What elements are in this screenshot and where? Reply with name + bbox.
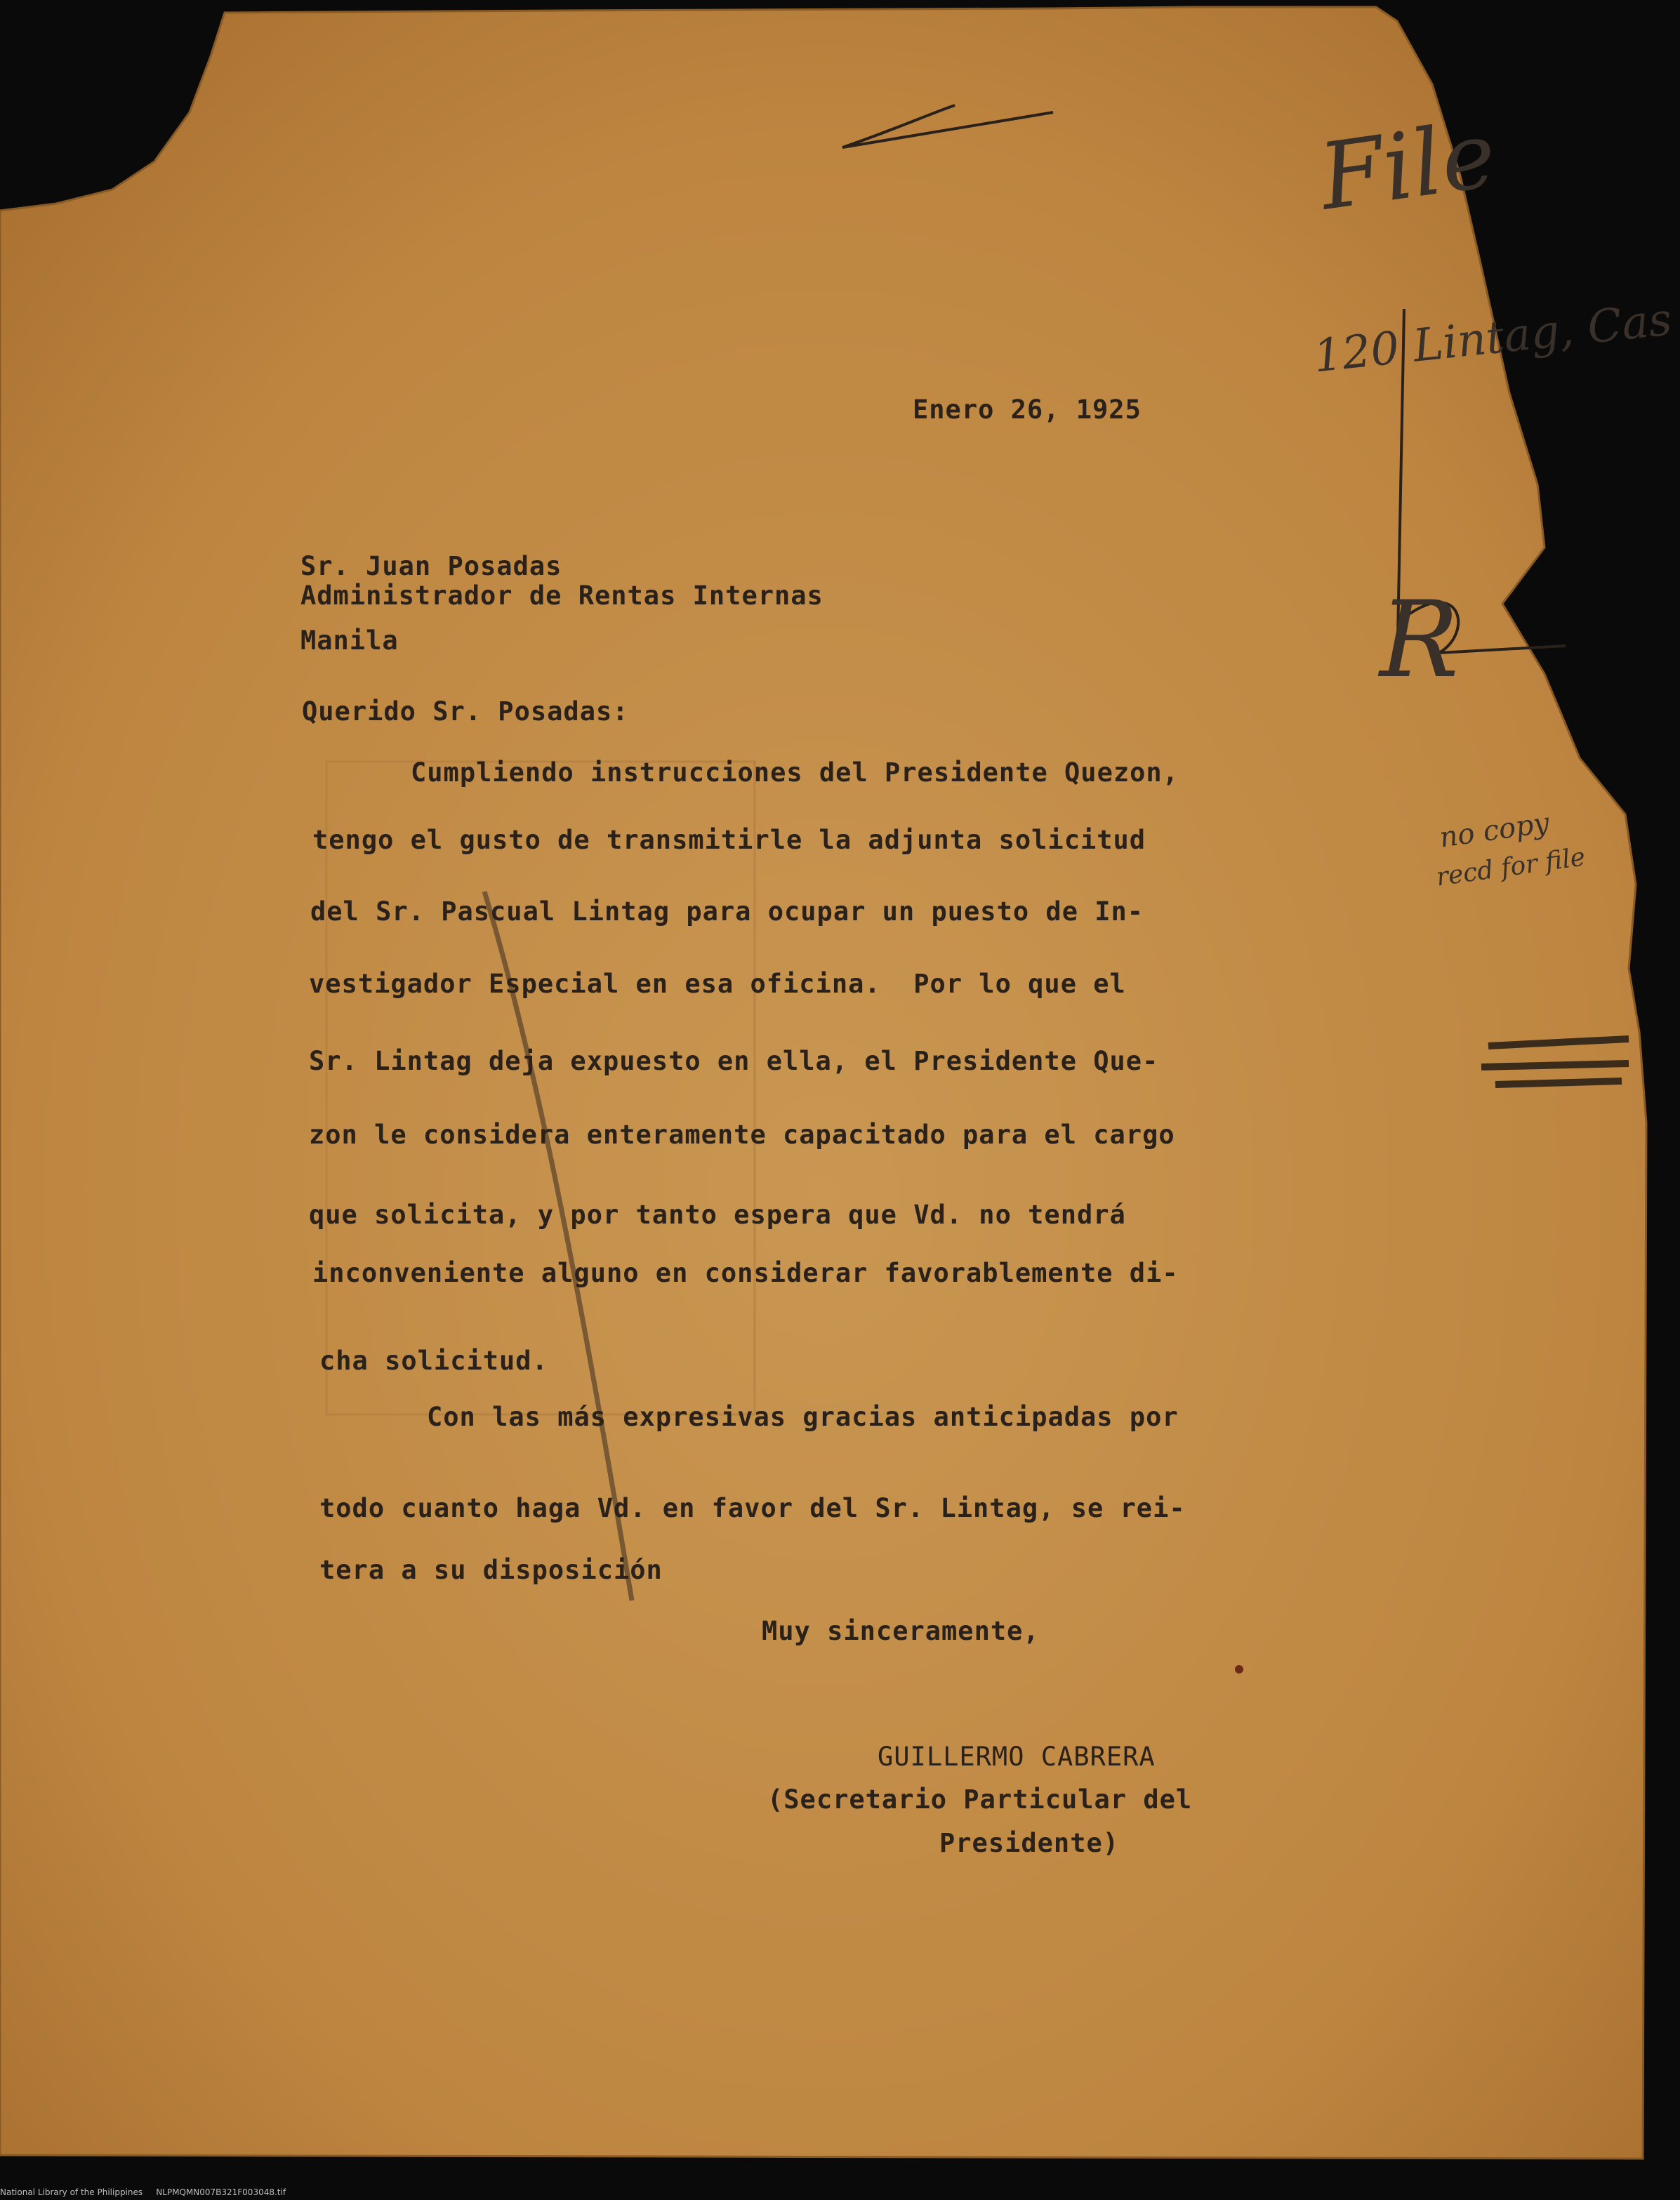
recipient-line: Manila: [300, 625, 399, 656]
recipient-line: Administrador de Rentas Internas: [300, 581, 824, 611]
letter-date: Enero 26, 1925: [913, 395, 1142, 425]
body-line: Cumpliendo instrucciones del Presidente Quezon,: [411, 757, 1179, 788]
handwritten-file-note: File: [1313, 100, 1502, 231]
signature-title: Presidente): [939, 1828, 1120, 1858]
body-line: Sr. Lintag deja expuesto en ella, el Presidente Que-: [309, 1046, 1159, 1076]
salutation: Querido Sr. Posadas:: [302, 696, 629, 727]
closing: Muy sinceramente,: [762, 1616, 1040, 1646]
body-line: todo cuanto haga Vd. en favor del Sr. Lintag, se rei-: [319, 1493, 1186, 1523]
signature-title: (Secretario Particular del: [767, 1784, 1193, 1815]
body-line: tera a su disposición: [319, 1555, 663, 1585]
signature-name: GUILLERMO CABRERA: [878, 1742, 1156, 1772]
body-line: inconveniente alguno en considerar favorablemente di-: [312, 1258, 1179, 1288]
handwritten-initial: R: [1380, 579, 1459, 701]
handwritten-margin-note-1: no copy: [1437, 807, 1552, 854]
handwritten-ref-note: 120 Lintag, Cas: [1311, 293, 1674, 383]
body-line: Con las más expresivas gracias anticipadas por: [427, 1402, 1179, 1432]
handwritten-margin-note-2: recd for file: [1434, 842, 1587, 892]
body-line: que solicita, y por tanto espera que Vd. no tendrá: [309, 1200, 1126, 1230]
recipient-line: Sr. Juan Posadas: [300, 551, 562, 581]
archive-credit: National Library of the Philippines NLPMQMN007B321F003048.tif: [0, 2187, 286, 2197]
body-line: cha solicitud.: [319, 1346, 548, 1376]
body-line: zon le considera enteramente capacitado para el cargo: [309, 1120, 1175, 1150]
body-line: tengo el gusto de transmitirle la adjunta solicitud: [312, 825, 1146, 855]
body-line: del Sr. Pascual Lintag para ocupar un puesto de In-: [310, 896, 1144, 927]
body-line: vestigador Especial en esa oficina. Por lo que el: [309, 969, 1126, 999]
